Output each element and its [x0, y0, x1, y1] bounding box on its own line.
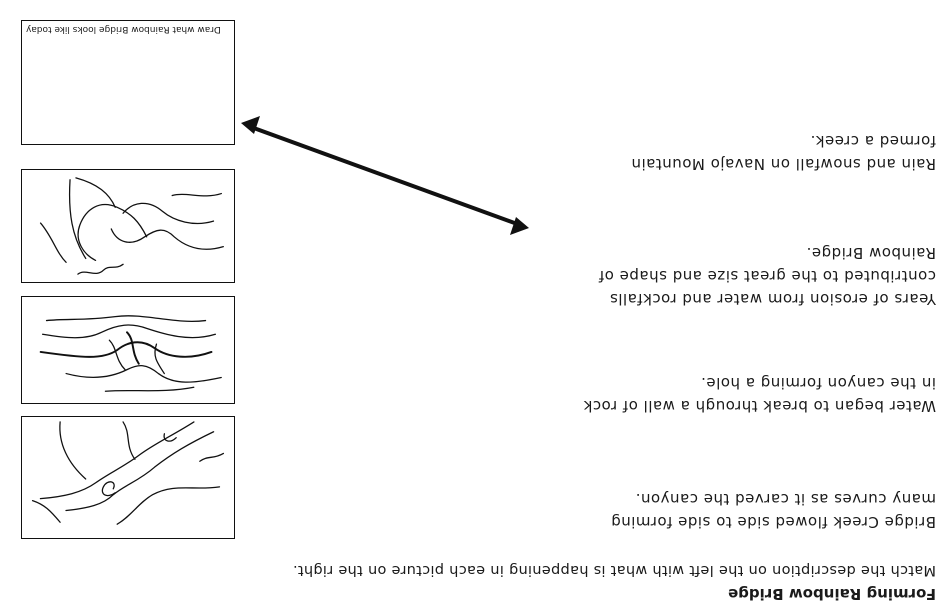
description-line: Rainbow Bridge.	[806, 244, 936, 262]
erosion-sketch	[22, 170, 234, 282]
canyon-curves-sketch	[22, 417, 234, 538]
description-line: Years of erosion from water and rockfalls	[609, 290, 936, 308]
description-creek-curves[interactable]	[611, 487, 936, 533]
drawing-box-caption: Draw what Rainbow Bridge looks like today	[26, 24, 221, 34]
description-erosion[interactable]	[598, 241, 936, 310]
description-line: contributed to the great size and shape of	[598, 267, 936, 285]
description-line: formed a creek.	[810, 132, 936, 150]
description-line: Water began to break through a wall of rock	[583, 397, 936, 415]
picture-water-wall[interactable]	[21, 296, 235, 404]
page-title: Forming Rainbow Bridge	[728, 585, 936, 603]
description-line: Rain and snowfall on Navajo Mountain	[631, 155, 936, 173]
picture-erosion[interactable]	[21, 169, 235, 283]
description-line: many curves as it carved the canyon.	[635, 490, 936, 508]
water-wall-sketch	[22, 297, 234, 403]
description-line: Bridge Creek flowed side to side forming	[610, 513, 936, 531]
description-water-breaks-wall[interactable]	[583, 371, 936, 417]
picture-drawing-box[interactable]	[21, 20, 235, 145]
instructions-text: Match the description on the left with what is happening in each picture on the right.	[292, 562, 936, 578]
description-line: in the canyon forming a hole.	[700, 374, 936, 392]
description-rain-snowfall[interactable]	[631, 129, 936, 175]
picture-canyon-curves[interactable]	[21, 416, 235, 539]
